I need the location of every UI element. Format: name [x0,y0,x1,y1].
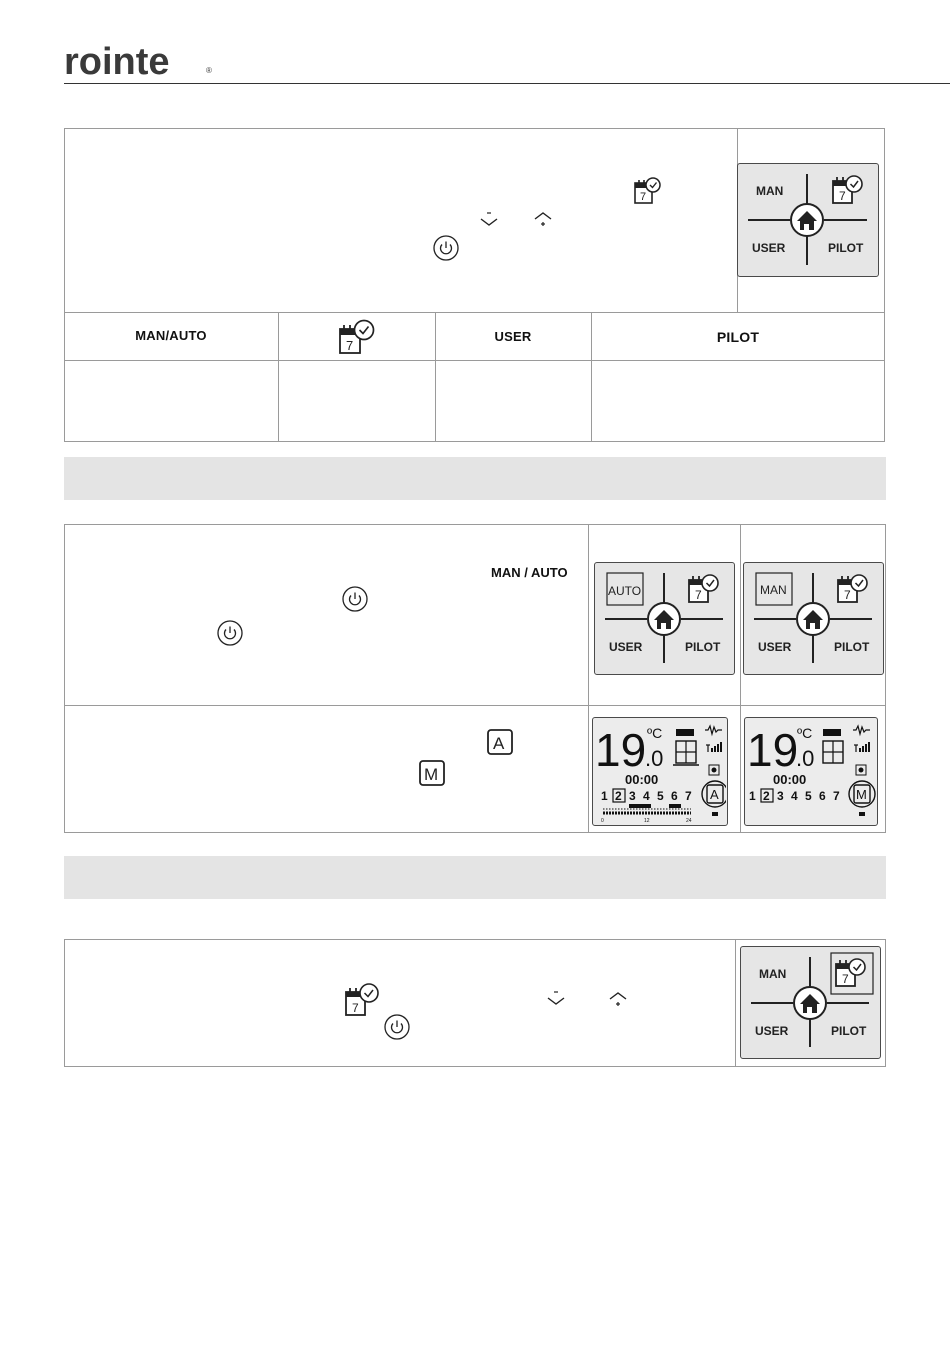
lcd-time: 00:00 [625,772,659,787]
manual-mode-icon [419,760,445,786]
section-band [64,856,886,899]
control-panel-auto [594,562,735,675]
panel-label-user: USER [752,241,786,255]
section1-table-header-rule [64,360,885,361]
up-plus-icon [607,990,629,1008]
calendar-clock-icon [344,982,382,1018]
svg-text:.0: .0 [796,746,815,771]
sun-icon [856,765,866,775]
power-icon [216,619,244,647]
calendar-clock-icon [836,959,865,986]
svg-text:7: 7 [346,338,354,353]
resistance-icon [705,726,722,734]
lcd-temperature: 19 [747,724,799,776]
svg-text:USER: USER [758,640,792,654]
svg-text:USER: USER [755,1024,789,1038]
control-panel [737,163,879,277]
table-header-pilot: PILOT [716,329,760,345]
man-badge: MAN [760,583,787,597]
svg-text:0: 0 [601,818,604,824]
calendar-clock-icon [338,318,378,356]
svg-text:7: 7 [842,972,849,986]
svg-text:USER: USER [609,640,643,654]
section1-table-top [64,312,885,313]
down-minus-icon [478,210,500,228]
table-col-divider [278,312,279,442]
auto-badge: AUTO [608,584,642,598]
auto-mode-icon [487,729,513,755]
svg-text:A: A [493,734,505,753]
signal-icon [706,742,722,752]
power-icon [383,1013,411,1041]
section2-row-divider [64,705,886,706]
power-icon [432,234,460,262]
signal-icon [854,742,870,752]
man-auto-label: MAN / AUTO [491,565,568,580]
svg-text:7: 7 [844,588,851,602]
sun-icon [709,765,719,775]
table-header-man-auto: MAN/AUTO [135,328,207,343]
lcd-mode-indicator: A [710,787,719,802]
lcd-mode-indicator: M [856,787,867,802]
section2-divider [588,524,589,833]
calendar-clock-icon [833,176,862,203]
calendar-clock-icon [633,176,663,206]
panel-label-man: MAN [756,184,784,198]
lcd-days: 1 2 3 4 5 6 7 [749,789,840,803]
resistance-icon [853,726,870,734]
lcd-time: 00:00 [773,772,807,787]
section-band [64,457,886,500]
control-panel [740,946,881,1059]
calendar-clock-icon [838,575,867,602]
control-panel-man [743,562,884,675]
svg-text:ºC: ºC [647,725,663,741]
header-rule [64,83,950,84]
svg-text:®: ® [206,66,212,75]
rointe-logo [64,40,224,80]
svg-text:12: 12 [644,818,650,824]
svg-text:24: 24 [686,818,692,824]
svg-text:PILOT: PILOT [685,640,721,654]
svg-text:PILOT: PILOT [831,1024,867,1038]
section3-divider [735,939,736,1067]
down-minus-icon [545,989,567,1007]
svg-text:.0: .0 [645,746,664,771]
lcd-display-manual [744,717,878,826]
lcd-temperature: 19 [595,724,647,776]
lcd-days: 1 2 3 4 5 6 7 [601,789,692,803]
power-icon [341,585,369,613]
calendar-clock-icon [689,575,718,602]
svg-text:7: 7 [640,191,647,203]
table-header-user: USER [494,329,532,344]
svg-text:ºC: ºC [797,725,813,741]
panel-label-pilot: PILOT [828,241,864,255]
svg-text:7: 7 [839,189,846,203]
lcd-display-auto [592,717,728,826]
section2-divider [740,524,741,833]
svg-text:7: 7 [695,588,702,602]
svg-text:PILOT: PILOT [834,640,870,654]
svg-text:7: 7 [352,1001,359,1015]
svg-text:MAN: MAN [759,967,787,981]
svg-text:M: M [424,765,439,784]
up-plus-icon [532,210,554,228]
logo-text: rointe [64,41,170,80]
